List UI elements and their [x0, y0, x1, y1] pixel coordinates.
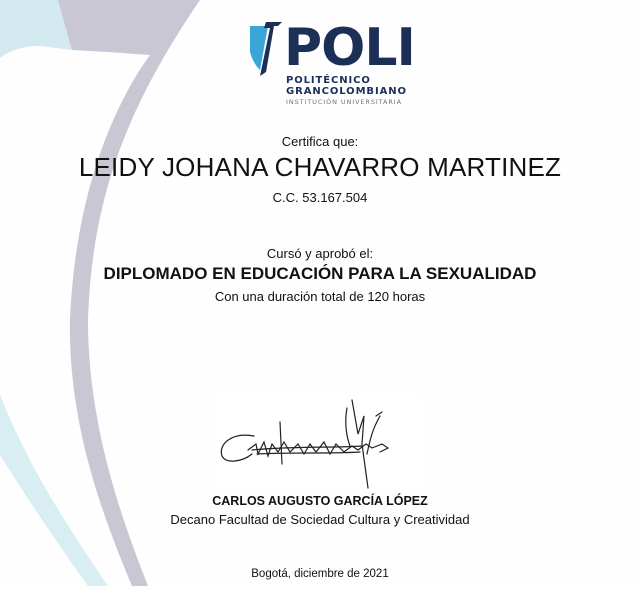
logo-word: POLI — [284, 18, 415, 78]
logo-line-1: POLITÉCNICO — [286, 75, 371, 86]
signature-image — [212, 394, 422, 492]
logo-line-2: GRANCOLOMBIANO — [286, 86, 407, 97]
logo-line-3: INSTITUCIÓN UNIVERSITARIA — [286, 98, 402, 106]
institution-logo — [246, 18, 415, 112]
handwritten-signature-icon — [212, 394, 422, 492]
signer-name: CARLOS AUGUSTO GARCÍA LÓPEZ — [212, 494, 428, 508]
certifies-label: Certifica que: — [281, 134, 359, 149]
signer-role: Decano Facultad de Sociedad Cultura y Creatividad — [170, 512, 470, 527]
course-title: DIPLOMADO EN EDUCACIÓN PARA LA SEXUALIDAD — [103, 264, 537, 283]
recipient-id: C.C. 53.167.504 — [272, 190, 368, 205]
course-duration: Con una duración total de 120 horas — [214, 289, 426, 304]
completed-label: Cursó y aprobó el: — [266, 246, 374, 261]
place-and-date: Bogotá, diciembre de 2021 — [251, 568, 389, 580]
recipient-name: LEIDY JOHANA CHAVARRO MARTINEZ — [78, 152, 562, 182]
logo-mark-icon — [246, 22, 286, 78]
